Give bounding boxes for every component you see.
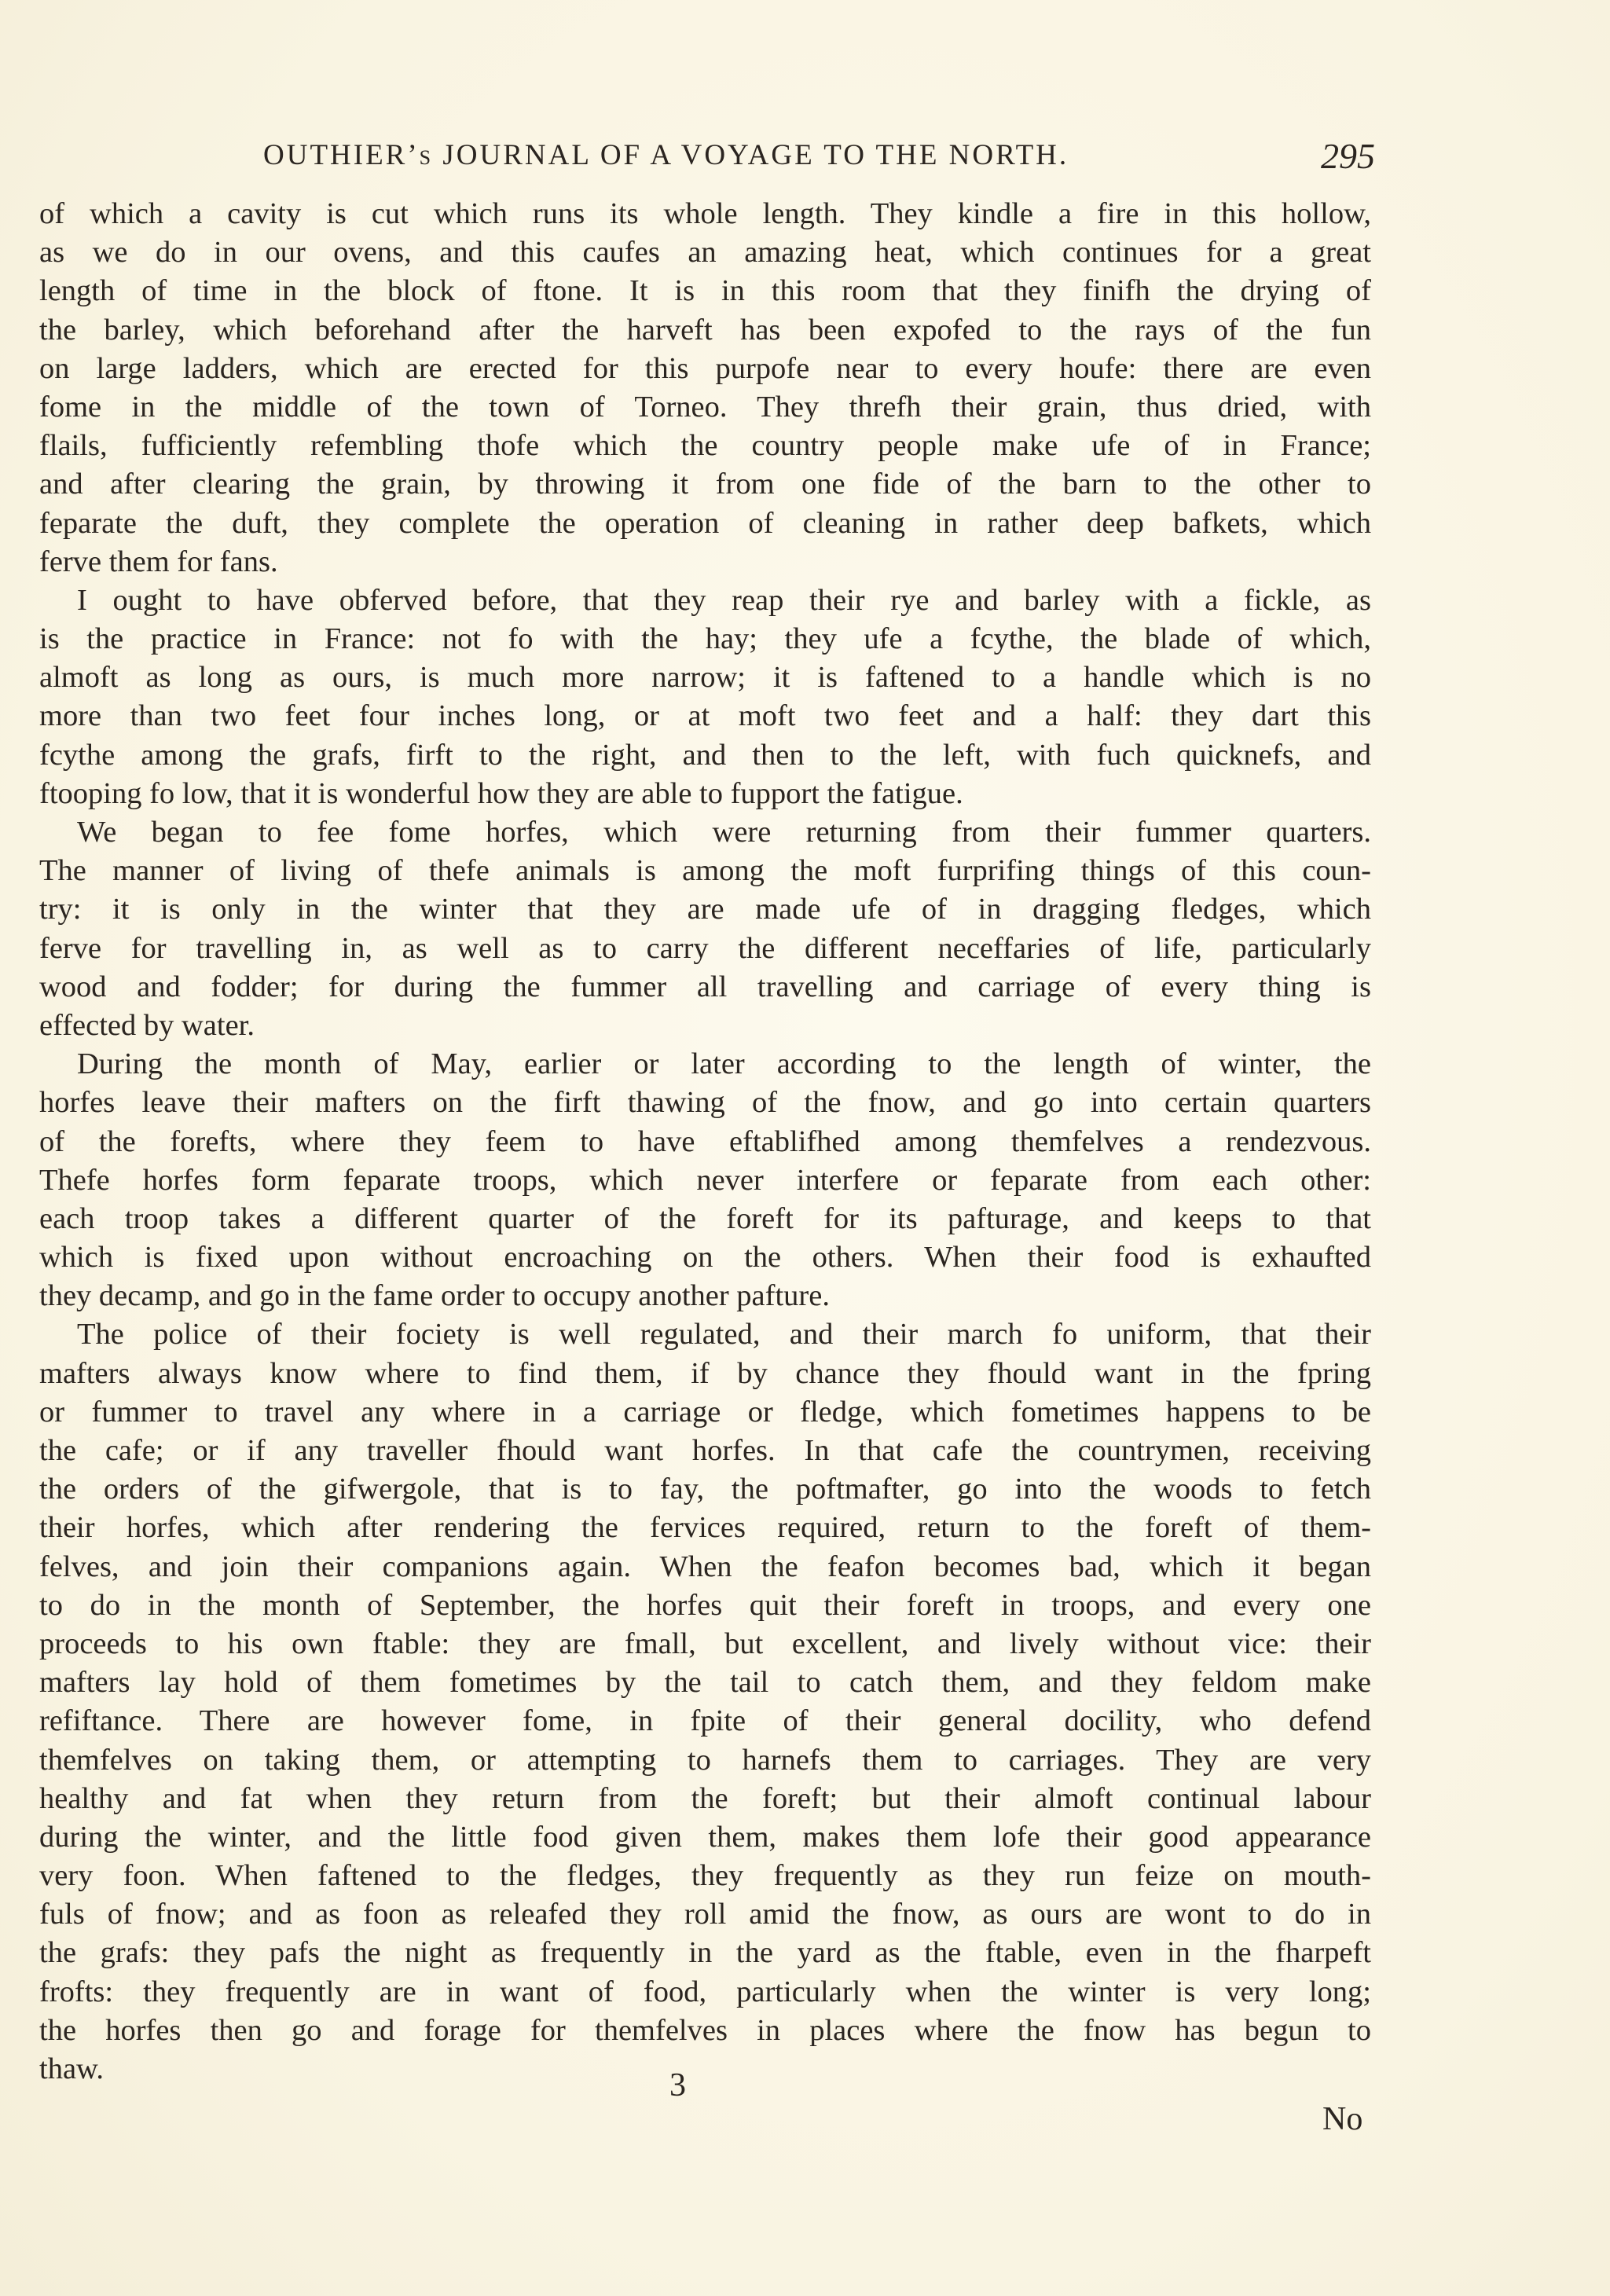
text-line: try: it is only in the winter that they are made ufe of in dragging fledges, which [39, 893, 1371, 926]
text-line: feparate the duft, they complete the operation of cleaning in rather deep bafkets, which [39, 506, 1371, 540]
text-line: We began to fee fome horfes, which were returning from their fummer quarters. [77, 816, 1371, 849]
text-line: fcythe among the grafs, firft to the right, and then to the left, with fuch quicknefs, and [39, 738, 1371, 772]
text-line: The manner of living of thefe animals is among the moft furprifing things of this coun- [39, 854, 1371, 888]
text-line: ftooping fo low, that it is wonderful how they are able to fupport the fatigue. [39, 776, 963, 810]
text-line: is the practice in France: not fo with the hay; they ufe a fcythe, the blade of which, [39, 622, 1371, 656]
text-line: the cafe; or if any traveller fhould want horfes. In that cafe the countrymen, receiving [39, 1434, 1371, 1467]
paragraph [39, 1315, 1371, 2089]
text-line: horfes leave their mafters on the firft thawing of the fnow, and go into certain quarters [39, 1086, 1371, 1120]
text-line: effected by water. [39, 1008, 255, 1042]
text-line: as we do in our ovens, and this caufes an amazing heat, which continues for a great [39, 236, 1371, 270]
catchword: No [1322, 2101, 1363, 2137]
text-line: refiftance. There are however fome, in fpite of their general docility, who defend [39, 1704, 1371, 1738]
text-line: fuls of fnow; and as foon as releafed they roll amid the fnow, as ours are wont to do in [39, 1898, 1371, 1931]
page-number: 295 [1321, 136, 1375, 176]
text-line: thaw. [39, 2052, 104, 2085]
signature-mark: 3 [669, 2067, 686, 2103]
text-line: their horfes, which after rendering the fervices required, return to the foreft of them- [39, 1511, 1371, 1545]
running-title: OUTHIER’s JOURNAL OF A VOYAGE TO THE NORTH. [263, 139, 1069, 171]
text-line: on large ladders, which are erected for this purpofe near to every houfe: there are even [39, 351, 1371, 385]
text-line: each troop takes a different quarter of the foreft for its pafturage, and keeps to that [39, 1201, 1371, 1235]
text-line: The police of their fociety is well regulated, and their march fo uniform, that their [77, 1318, 1371, 1352]
text-line: the horfes then go and forage for themfelves in places where the fnow has begun to [39, 2013, 1371, 2047]
text-line: Thefe horfes form feparate troops, which never interfere or feparate from each other: [39, 1163, 1371, 1197]
paragraph [39, 1045, 1371, 1315]
text-line: which is fixed upon without encroaching on the others. When their food is exhaufted [39, 1241, 1371, 1275]
text-line: fome in the middle of the town of Torneo. They threfh their grain, thus dried, with [39, 390, 1371, 424]
text-line: during the winter, and the little food given them, makes them lofe their good appearance [39, 1820, 1371, 1854]
text-line: very foon. When faftened to the fledges, they frequently as they run feize on mouth- [39, 1859, 1371, 1893]
text-line: length of time in the block of ftone. It is in this room that they finifh the drying of [39, 274, 1371, 308]
text-line: healthy and fat when they return from the foreft; but their almoft continual labour [39, 1781, 1371, 1815]
text-line: of which a cavity is cut which runs its whole length. They kindle a fire in this hollow, [39, 197, 1371, 230]
text-line: I ought to have obferved before, that they reap their rye and barley with a fickle, as [77, 583, 1371, 617]
text-line: frofts: they frequently are in want of food, particularly when the winter is very long; [39, 1975, 1371, 2008]
text-line: the grafs: they pafs the night as frequently in the yard as the ftable, even in the fharpeft [39, 1936, 1371, 1970]
text-line: flails, fufficiently refembling thofe which the country people make ufe of in France; [39, 429, 1371, 463]
text-line: more than two feet four inches long, or at moft two feet and a half: they dart this [39, 699, 1371, 733]
text-line: and after clearing the grain, by throwing it from one fide of the barn to the other to [39, 468, 1371, 501]
text-line: wood and fodder; for during the fummer all travelling and carriage of every thing is [39, 970, 1371, 1003]
text-line: they decamp, and go in the fame order to occupy another pafture. [39, 1279, 830, 1313]
body-text [39, 195, 1371, 2089]
paragraph [39, 581, 1371, 813]
text-line: the barley, which beforehand after the harveft has been expofed to the rays of the fun [39, 313, 1371, 347]
text-line: themfelves on taking them, or attempting to harnefs them to carriages. They are very [39, 1743, 1371, 1777]
paragraph [39, 813, 1371, 1045]
text-line: felves, and join their companions again. When the feafon becomes bad, which it began [39, 1550, 1371, 1583]
text-line: proceeds to his own ftable: they are fmall, but excellent, and lively without vice: their [39, 1627, 1371, 1660]
text-line: of the forefts, where they feem to have eftablifhed among themfelves a rendezvous. [39, 1124, 1371, 1158]
running-head [263, 138, 1375, 185]
text-line: to do in the month of September, the horfes quit their foreft in troops, and every one [39, 1588, 1371, 1622]
text-line: or fummer to travel any where in a carriage or fledge, which fometimes happens to be [39, 1395, 1371, 1429]
text-line: During the month of May, earlier or later according to the length of winter, the [77, 1047, 1371, 1081]
paragraph [39, 195, 1371, 581]
text-line: ferve them for fans. [39, 545, 278, 578]
text-line: the orders of the gifwergole, that is to fay, the poftmafter, go into the woods to fetch [39, 1473, 1371, 1506]
text-line: almoft as long as ours, is much more narrow; it is faftened to a handle which is no [39, 661, 1371, 695]
text-line: mafters lay hold of them fometimes by the tail to catch them, and they feldom make [39, 1666, 1371, 1700]
text-line: mafters always know where to find them, if by chance they fhould want in the fpring [39, 1356, 1371, 1390]
text-line: ferve for travelling in, as well as to carry the different neceffaries of life, particularly [39, 931, 1371, 965]
